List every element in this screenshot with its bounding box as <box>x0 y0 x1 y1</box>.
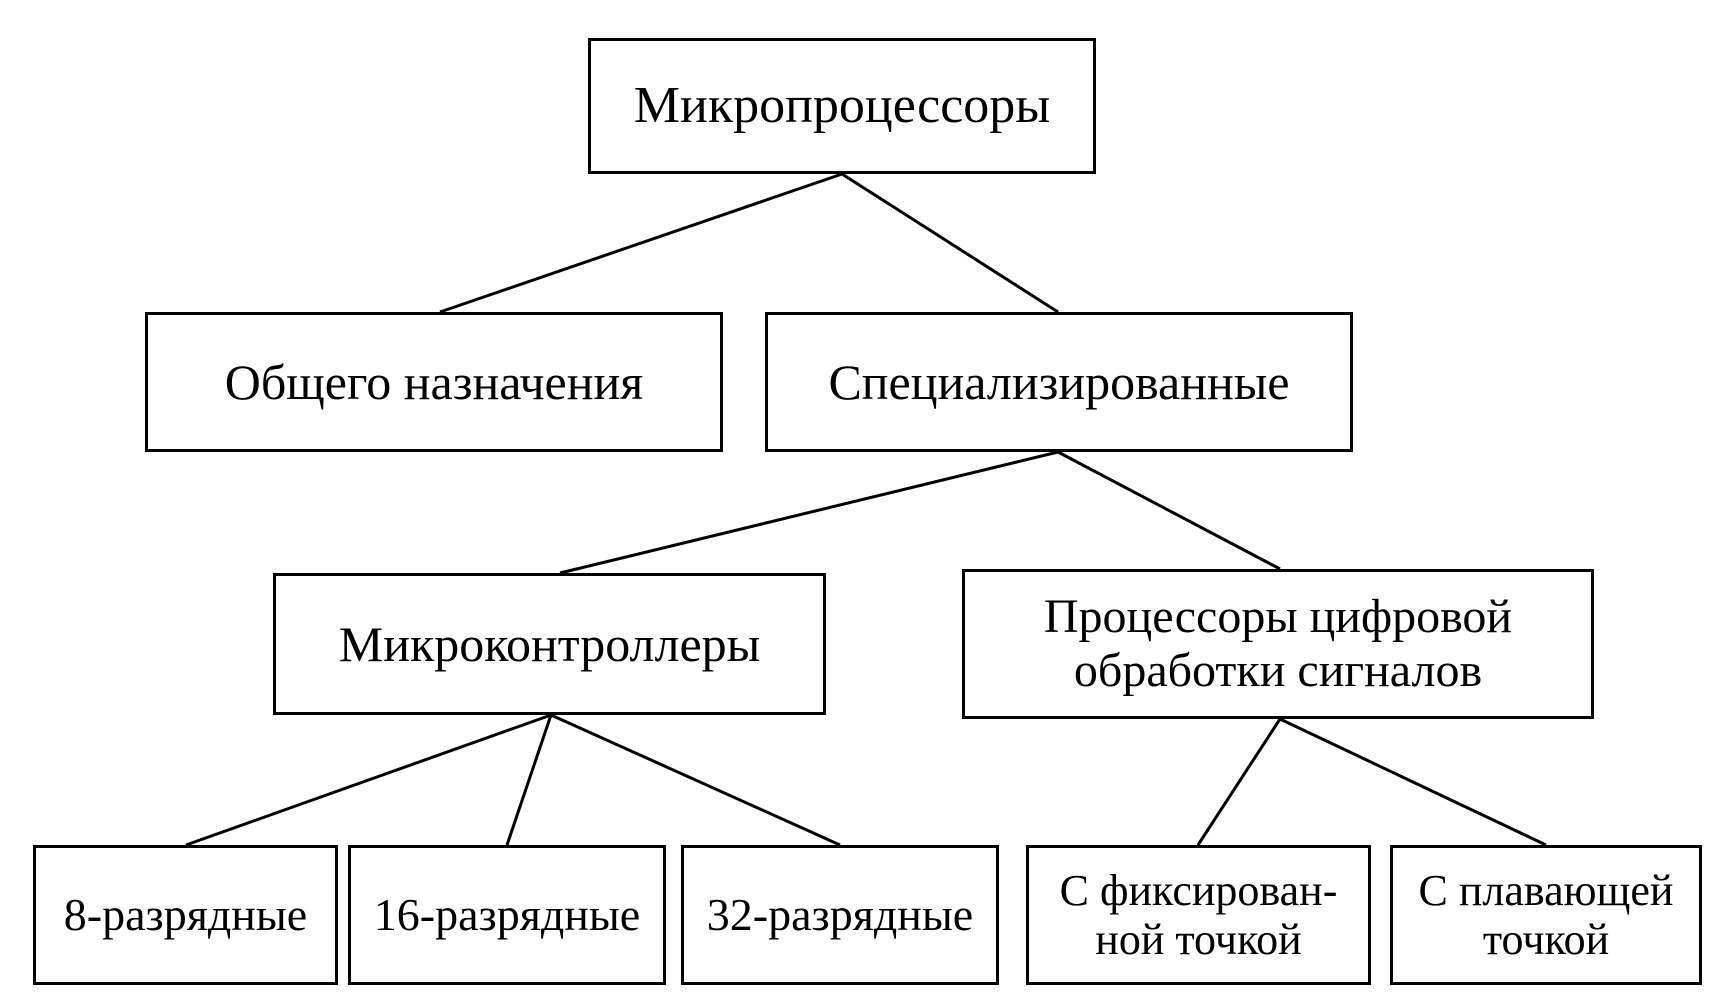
node-label: 32-разрядные <box>706 889 974 941</box>
node-specialized <box>765 312 1353 452</box>
node-label-line1: С фиксирован- <box>1059 865 1338 915</box>
node-label: Специализированные <box>828 354 1290 410</box>
node-16-bit <box>348 845 666 985</box>
node-general-purpose <box>145 312 723 452</box>
node-label: Микроконтроллеры <box>338 616 761 672</box>
node-32-bit <box>681 845 999 985</box>
edge-dsp-fixed <box>1198 719 1280 845</box>
node-label: Общего назначения <box>224 354 644 410</box>
node-floating-point <box>1390 845 1702 985</box>
edge-mcu-bit16 <box>507 715 551 845</box>
node-label <box>1399 866 1693 965</box>
node-label-line1: Процессоры цифровой <box>1043 590 1513 644</box>
node-microprocessors <box>588 38 1096 174</box>
node-label-line2: точкой <box>1482 915 1610 964</box>
node-8-bit <box>33 845 338 985</box>
edge-root-general <box>440 174 842 312</box>
edge-special-mcu <box>560 452 1058 573</box>
node-label-line2: ной точкой <box>1095 915 1302 964</box>
node-label-line2: обработки сигналов <box>1073 644 1483 697</box>
edge-dsp-float <box>1280 719 1546 845</box>
node-label <box>1035 866 1362 965</box>
edge-special-dsp <box>1058 452 1280 569</box>
node-label: 16-разрядные <box>373 889 641 941</box>
edge-mcu-bit8 <box>186 715 551 845</box>
edge-root-special <box>842 174 1058 312</box>
edge-mcu-bit32 <box>551 715 840 845</box>
node-microcontrollers <box>273 573 826 715</box>
node-label: 8-разрядные <box>63 889 308 941</box>
node-fixed-point <box>1026 845 1371 985</box>
node-label-line1: С плавающей <box>1418 865 1674 915</box>
node-label <box>971 590 1585 698</box>
node-digital-signal-processors <box>962 569 1594 719</box>
node-label: Микропроцессоры <box>633 76 1051 134</box>
